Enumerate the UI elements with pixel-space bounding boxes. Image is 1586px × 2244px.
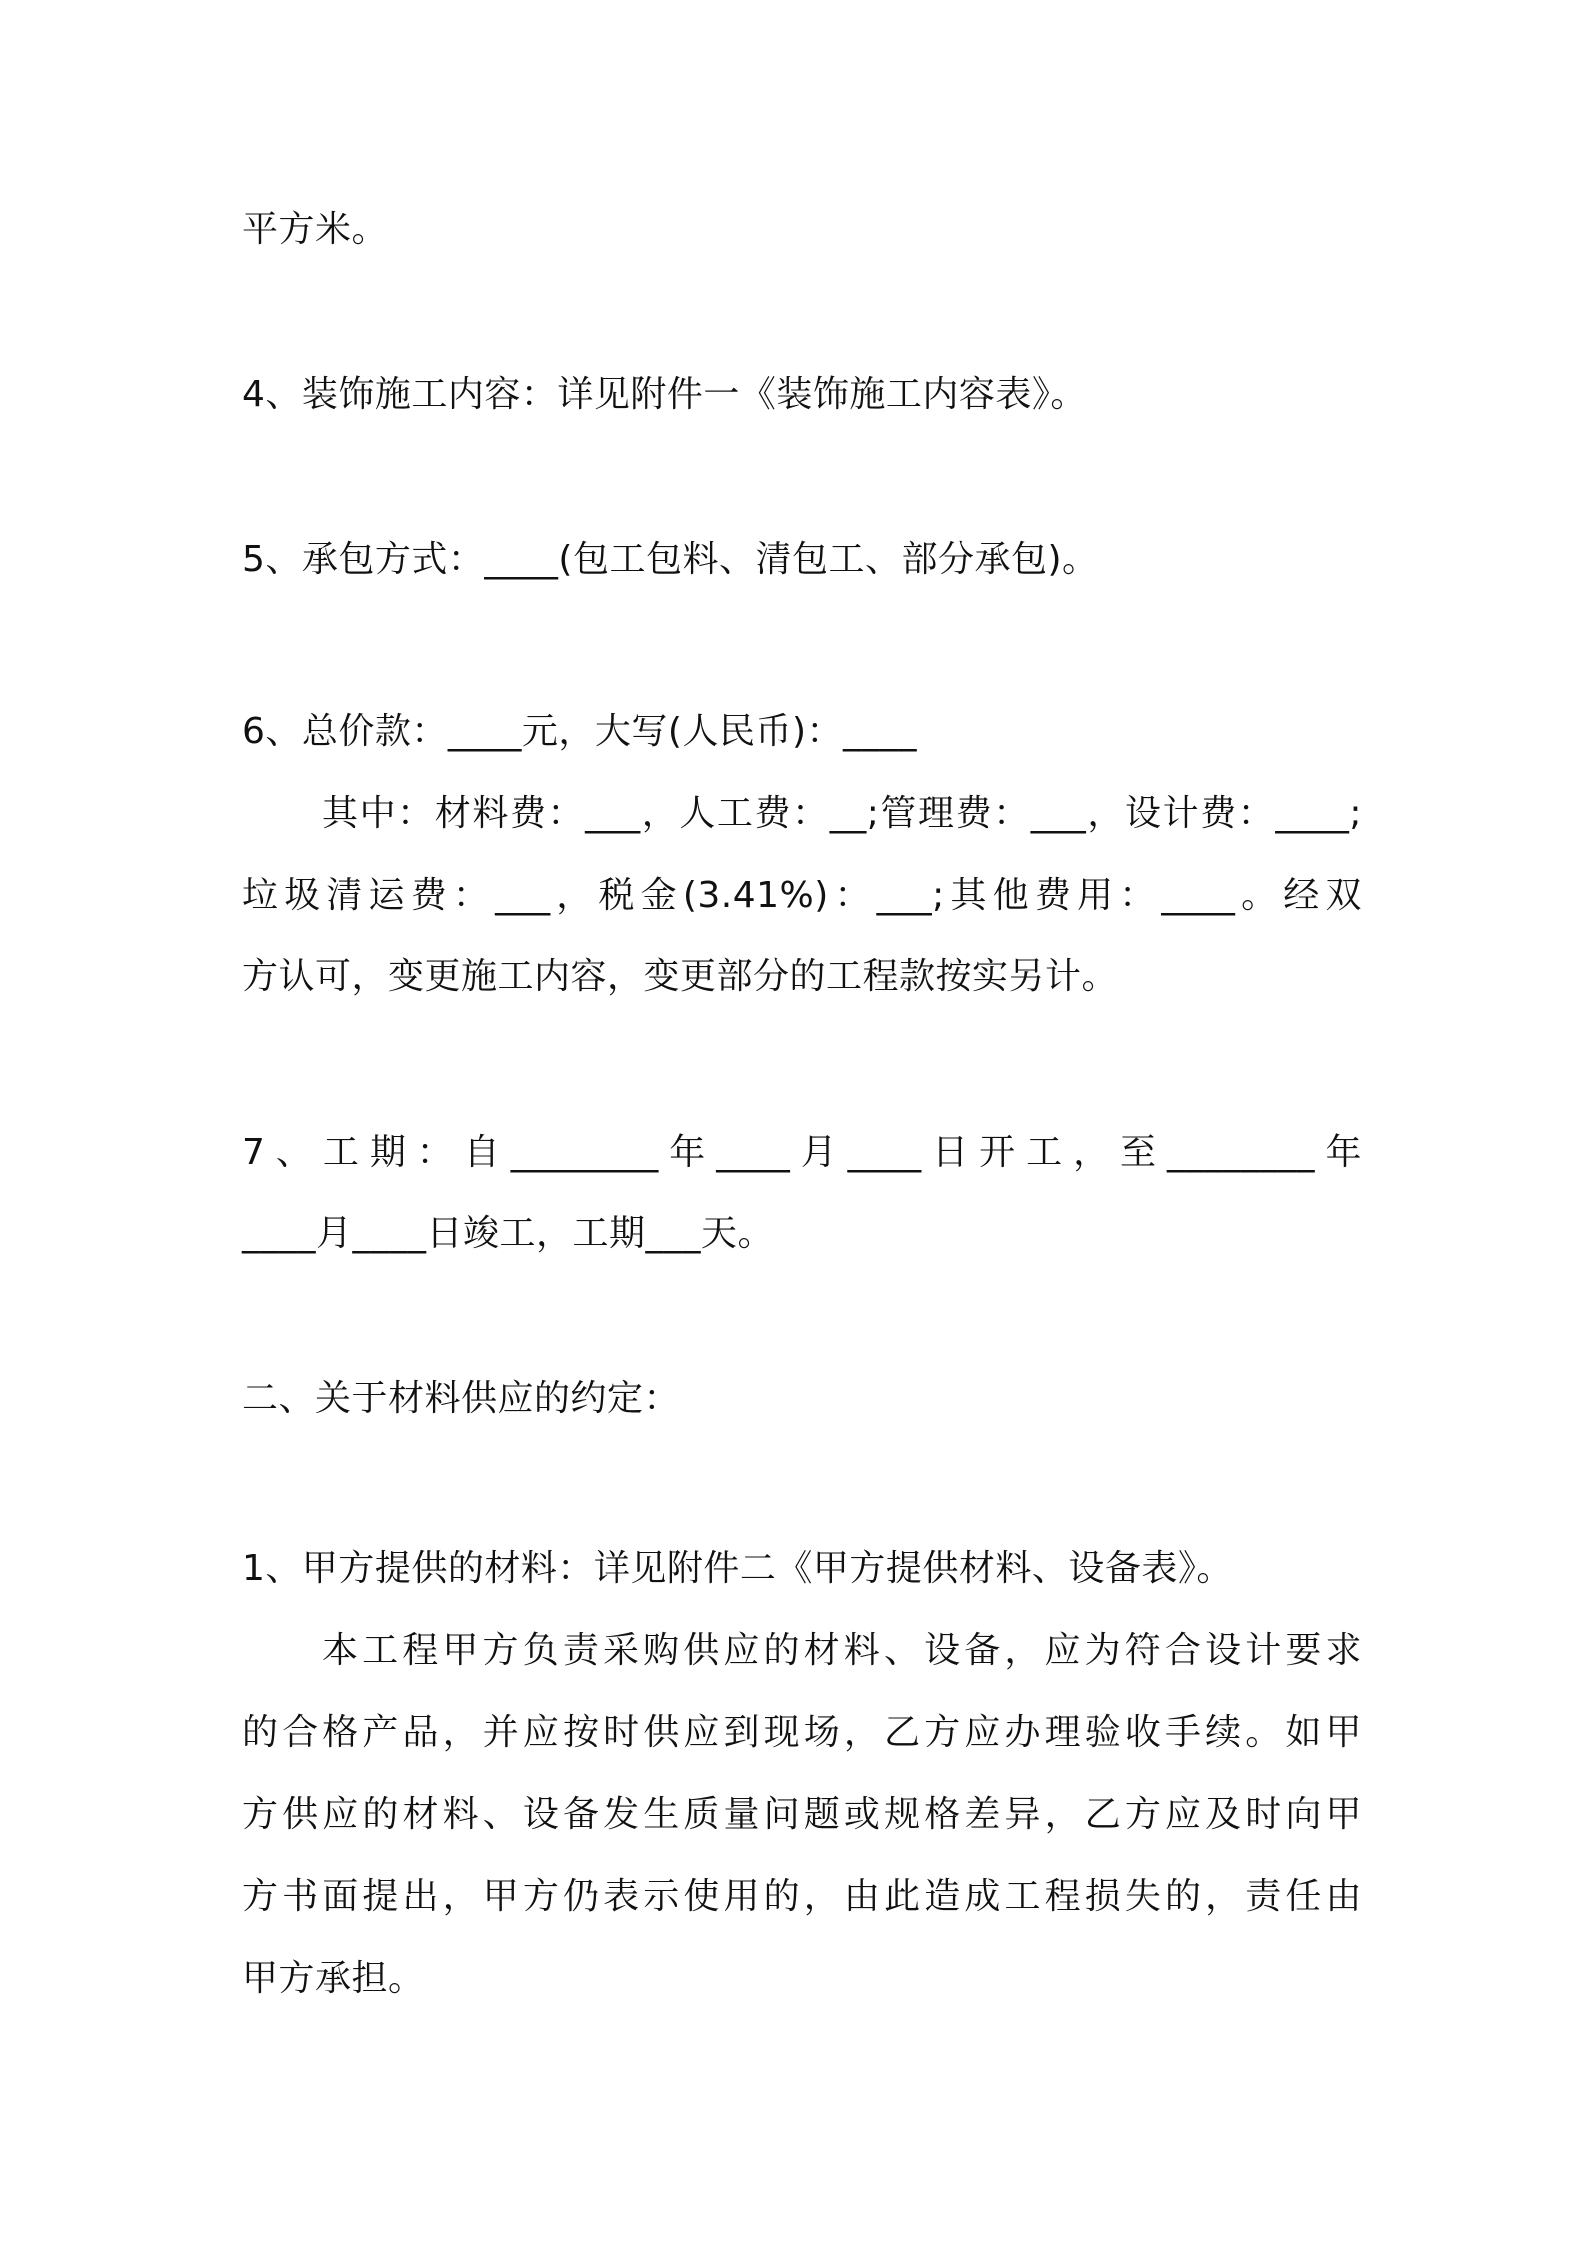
item-4-decoration-content: 4、装饰施工内容：详见附件一《装饰施工内容表》。 [242, 374, 1087, 415]
text-line: 平方米。 [242, 209, 389, 250]
item-5-contract-method: 5、承包方式：____(包工包料、清包工、部分承包)。 [242, 539, 1099, 580]
paragraph-line: 甲方承担。 [242, 1958, 425, 1999]
paragraph-line: 方书面提出，甲方仍表示使用的，由此造成工程损失的，责任由 [242, 1876, 1362, 1917]
item-1-party-a-materials: 1、甲方提供的材料：详见附件二《甲方提供材料、设备表》。 [242, 1548, 1233, 1589]
paragraph-line: 方认可，变更施工内容，变更部分的工程款按实另计。 [242, 956, 1119, 997]
item-7-duration: 7、工期：自________年____月____日开工，至________年 [242, 1132, 1362, 1173]
paragraph-line: 其中：材料费：___，人工费：__;管理费：___，设计费：____; [322, 793, 1362, 834]
item-6-total-price: 6、总价款：____元，大写(人民币)：____ [242, 711, 917, 752]
paragraph-line: 方供应的材料、设备发生质量问题或规格差异，乙方应及时向甲 [242, 1794, 1362, 1835]
section-heading-2: 二、关于材料供应的约定： [242, 1378, 681, 1419]
paragraph-line: 垃圾清运费：___，税金(3.41%)：___;其他费用：____。经双 [242, 875, 1362, 916]
paragraph-line: 的合格产品，并应按时供应到现场，乙方应办理验收手续。如甲 [242, 1712, 1362, 1753]
paragraph-line: ____月____日竣工，工期___天。 [242, 1213, 775, 1254]
paragraph-line: 本工程甲方负责采购供应的材料、设备，应为符合设计要求 [322, 1630, 1362, 1671]
